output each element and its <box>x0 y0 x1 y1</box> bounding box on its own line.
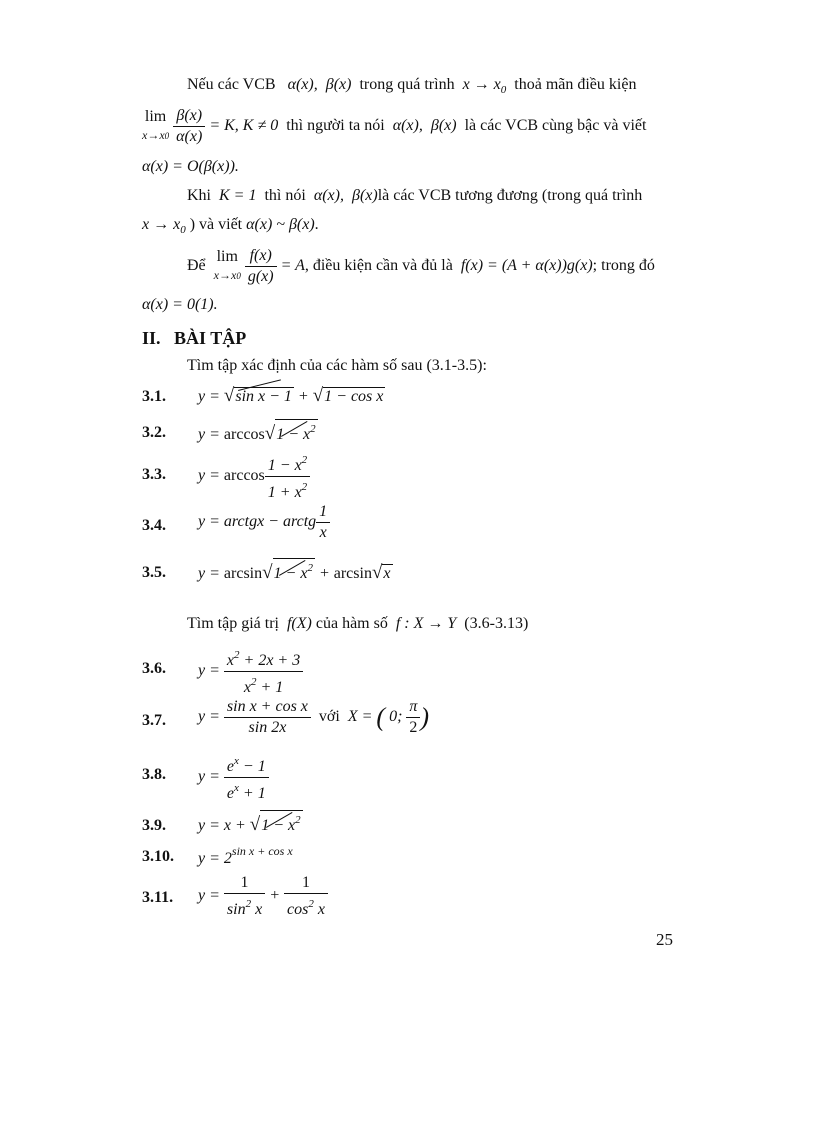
formula-3-5: $y = \arcsin√1 - x^2$ + arcsin√x <box>198 558 393 584</box>
exercise-label: 3.2. <box>142 424 166 441</box>
text: Tìm tập giá trị <box>187 615 279 632</box>
lim-operator: lim x→x0 <box>142 108 170 142</box>
math-alpha-beta: α(x), β(x) <box>392 117 457 135</box>
text-with: với <box>318 708 340 726</box>
text: là các VCB tương đương (trong quá trình <box>377 187 643 204</box>
exercise-label: 3.6. <box>142 660 166 677</box>
formula-3-11: y = $\frac{1}{\sin^2 x}$ + $\frac{1}{\cos^2 x}$ <box>198 873 328 920</box>
math-eq-A: = A <box>280 257 305 275</box>
exercise-label: 3.4. <box>142 517 166 534</box>
text: thì nói <box>264 187 306 204</box>
para3-line2: α(x) = 0(1). <box>142 296 218 313</box>
para1-line3: α(x) = O(β(x)). <box>142 158 239 175</box>
math-K-eq-1: K = 1 <box>219 187 257 204</box>
exercise-label: 3.3. <box>142 466 166 483</box>
text: (3.6-3.13) <box>464 615 529 632</box>
exercise-label: 3.9. <box>142 817 166 834</box>
formula-3-6: y = $\frac{x^2 + 2x + 3}{x^2 + 1}$ <box>198 645 303 698</box>
lim-operator: lim x→x0 <box>213 248 241 282</box>
group1-intro: Tìm tập xác định của các hàm số sau (3.1-3.5): <box>187 357 487 374</box>
exercise-label: 3.8. <box>142 766 166 783</box>
text: Nếu các VCB <box>187 76 276 93</box>
para2-line2: $x \to x_0$ ) và viết α(x) ~ β(x). <box>142 216 319 236</box>
formula-3-1: y = √sin x − 1 + √1 − cos x <box>198 385 385 407</box>
text: ; trong đó <box>592 257 655 275</box>
formula-3-3: y = arccos $\frac{1 - x^2}{1 + x^2}$ <box>198 450 310 503</box>
para1-line1 <box>187 76 636 96</box>
fraction-f-over-g: $\frac{f(x)}{g(x)}$ <box>245 246 277 287</box>
text: thoả mãn điều kiện <box>514 76 637 93</box>
exercise-label: 3.5. <box>142 564 166 581</box>
math-alpha-sim-beta: α(x) ~ β(x) <box>246 216 315 233</box>
section-heading <box>142 328 246 349</box>
formula-3-8: y = $\frac{e^x - 1}{e^x + 1}$ <box>198 751 269 804</box>
math-alpha-beta: α(x), β(x) <box>287 76 352 93</box>
text: là các VCB cùng bậc và viết <box>464 117 647 135</box>
text: , điều kiện cần và đủ là <box>304 257 453 275</box>
formula-3-10: $y = 2^{sin x + cos x}$ <box>198 844 293 867</box>
section-title: BÀI TẬP <box>174 328 247 348</box>
exercise-label: 3.1. <box>142 388 166 405</box>
text: và viết <box>199 216 243 233</box>
exercise-label: 3.11. <box>142 889 174 906</box>
math-alpha-beta: α(x), β(x) <box>313 187 378 204</box>
math-f-eq: f(x) = (A + α(x))g(x) <box>460 257 593 275</box>
fraction-beta-over-alpha: $\frac{\beta(x)}{\alpha(x)}$ <box>173 106 205 147</box>
formula-3-7: y = $\frac{\text{sin x + cos x}}{\sin 2x}$ với X = ( 0; $\frac{\pi}{2}$ ) <box>198 698 430 736</box>
formula-3-4: y = arctgx − arctg $\frac{1}{x}$ <box>198 502 330 543</box>
text: thì người ta nói <box>286 117 385 135</box>
text: của hàm số <box>315 615 388 632</box>
math-x-to-x0: $x \to x_0$ <box>462 76 507 96</box>
text: trong quá trình <box>359 76 455 93</box>
section-number: II. <box>142 328 161 348</box>
exercise-label: 3.10. <box>142 848 174 865</box>
group2-intro <box>187 615 528 633</box>
text: Để <box>187 257 206 275</box>
math-f-map: f : X → Y <box>395 615 457 632</box>
math-fX: f(X) <box>286 615 312 632</box>
para3-line1 <box>187 246 655 287</box>
math-x-to-x0: $x \to x_0$ <box>142 216 186 236</box>
math-eq-K: = K, K ≠ 0 <box>209 117 279 135</box>
para1-line2 <box>142 106 646 147</box>
text: Khi <box>187 187 211 204</box>
page-number: 25 <box>656 930 673 949</box>
formula-3-2: $y = \arccos√1 - x^2$ <box>198 419 318 445</box>
formula-3-9: $y = x + √1 - x^2$ <box>198 810 303 836</box>
exercise-label: 3.7. <box>142 712 166 729</box>
para2-line1 <box>187 187 642 205</box>
